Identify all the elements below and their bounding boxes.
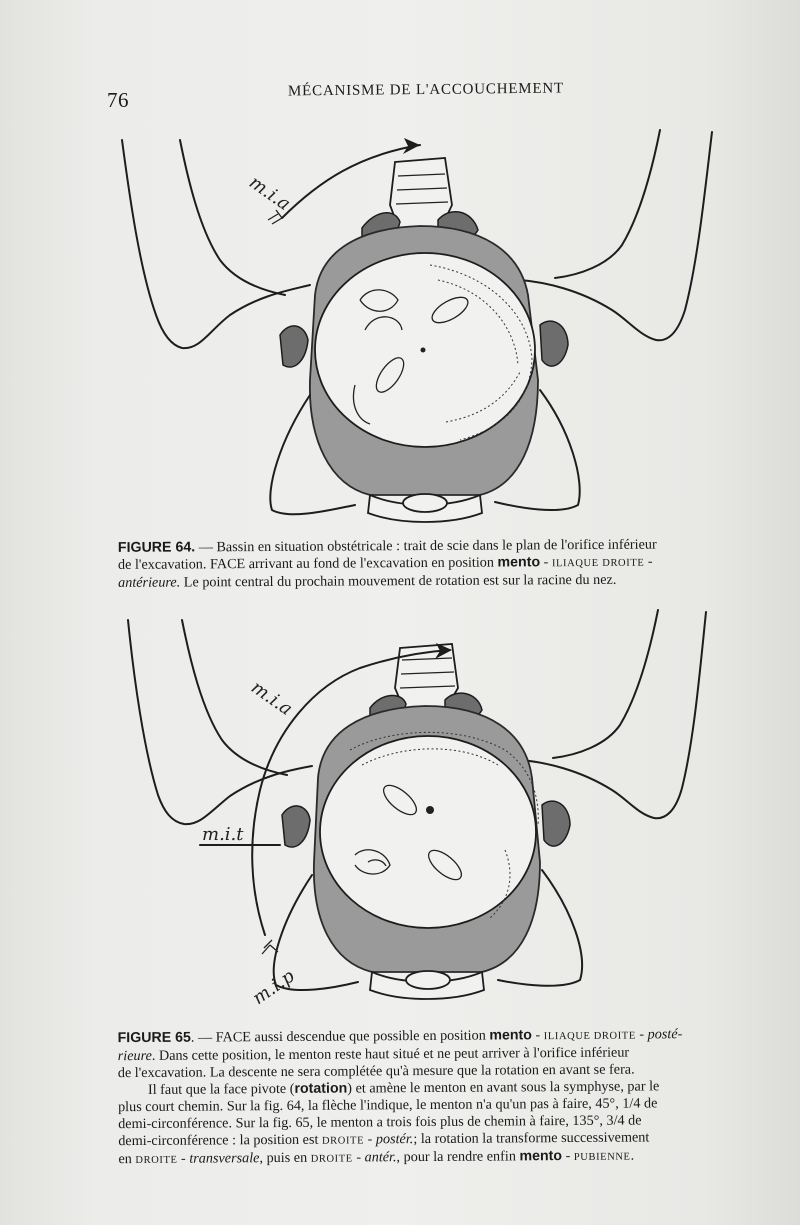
label-mip: m.i.p <box>248 965 299 1010</box>
caption-65-line-2: rieure. Dans cette position, le menton reste haut situé et ne peut arriver à l'orifice inférieur <box>117 1044 630 1065</box>
caption-65-line-5: plus court chemin. Sur la fig. 64, la flèche l'indique, le menton n'a qu'un pas à faire, 45°, 1/4 de <box>118 1095 658 1116</box>
caption-65-line-6: demi-circonférence. Sur la fig. 65, le menton a trois fois plus de chemin à faire, 135°, 3/4 de <box>118 1112 642 1133</box>
pelvis-left-wing <box>122 140 310 348</box>
pelvis-right-wing <box>520 132 712 340</box>
caption-64-line-3: antérieure. Le point central du prochain mouvement de rotation est sur la racine du nez. <box>118 571 617 591</box>
page-number: 76 <box>107 88 129 112</box>
caption-65-line-7: demi-circonférence : la position est DROITE - postér.; la rotation la transforme successivement <box>118 1129 650 1150</box>
arrow-label-mia: m.i.a <box>245 171 295 215</box>
running-title: MÉCANISME DE L'ACCOUCHEMENT <box>287 80 565 100</box>
figure-65-svg <box>100 600 740 1025</box>
figure-64-illustration <box>100 110 740 535</box>
caption-64-line-1: FIGURE 64. — Bassin en situation obstétricale : trait de scie dans le plan de l'orifice inférieur <box>117 536 657 556</box>
figure-64-svg <box>100 110 740 535</box>
figure-64-caption <box>118 536 732 592</box>
label-mia: m.i.a <box>247 676 297 720</box>
caption-65-line-1: FIGURE 65. — FACE aussi descendue que possible en position mento - ILIAQUE DROITE - posté- <box>117 1026 683 1047</box>
figure-65-illustration <box>100 600 740 1025</box>
label-mit: m.i.t <box>202 824 244 845</box>
foetal-head-2 <box>320 736 536 928</box>
figure-65-caption <box>118 1026 733 1169</box>
figure-number: FIGURE 64. <box>117 539 196 556</box>
caption-65-line-4: Il faut que la face pivote (rotation) et amène le menton en avant sous la symphyse, par le <box>147 1078 660 1098</box>
caption-64-line-2: de l'excavation. FACE arrivant au fond de l'excavation en position mento - ILIAQUE DROITE - <box>117 553 653 573</box>
caption-65-line-8: en DROITE - transversale, puis en DROITE - antér., pour la rendre enfin mento - PUBIENNE. <box>118 1147 635 1168</box>
caption-65-line-3: de l'excavation. La descente ne sera complétée qu'à mesure que la rotation en avant se fera. <box>117 1061 635 1082</box>
